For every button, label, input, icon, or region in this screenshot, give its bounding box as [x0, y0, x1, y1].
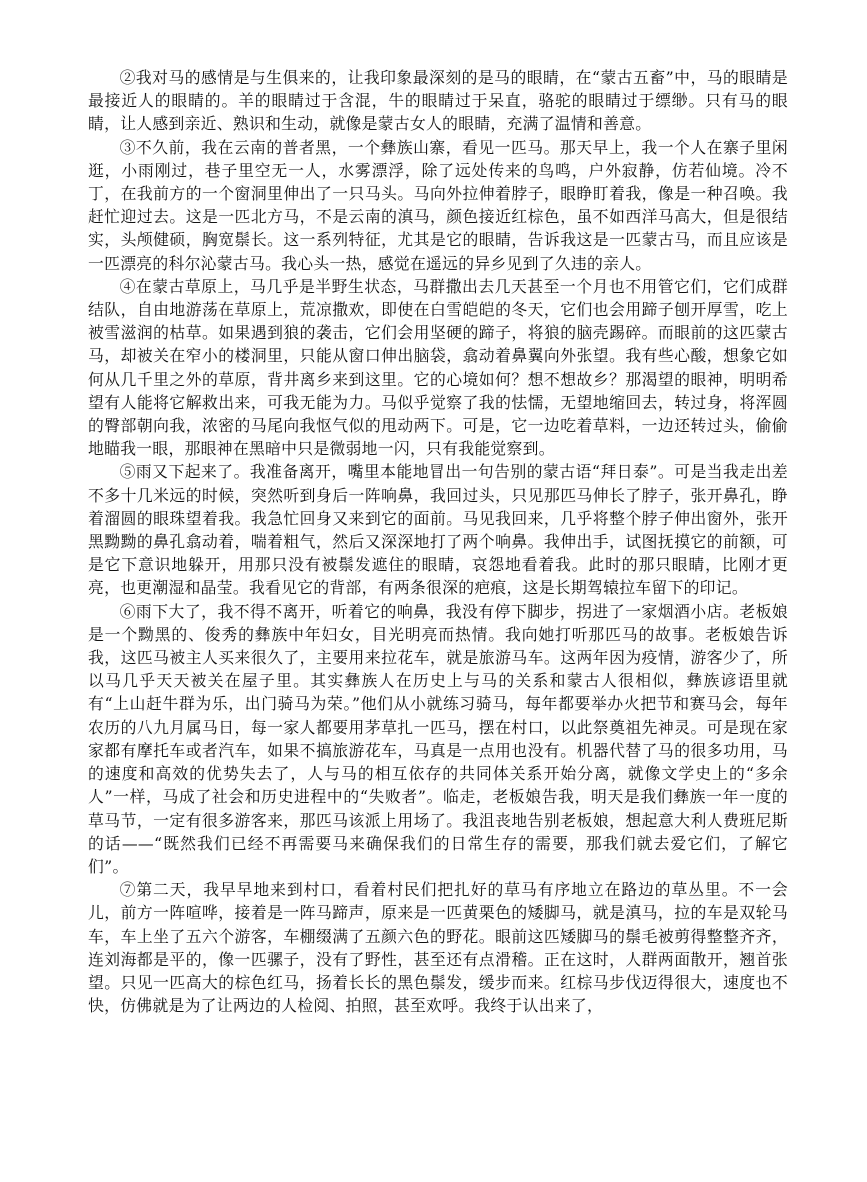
- paragraph-6: ⑥雨下大了，我不得不离开，听着它的响鼻，我没有停下脚步，拐进了一家烟酒小店。老板娘是一个黝黑的、俊秀的彝族中年妇女，目光明亮而热情。我向她打听那匹马的故事。老板娘告诉我，这匹马被主人买来很久了，主要用来拉花车，就是旅游马车。这两年因为疫情，游客少了，所以马几乎天天被关在屋子里。其实彝族人在历史上与马的关系和蒙古人很相似，彝族谚语里就有“上山赶牛群为乐，出门骑马为荣。”他们从小就练习骑马，每年都要举办火把节和赛马会，每年农历的八九月属马日，每一家人都要用茅草扎一匹马，摆在村口，以此祭奠祖先神灵。可是现在家家都有摩托车或者汽车，如果不搞旅游花车，马真是一点用也没有。机器代替了马的很多功用，马的速度和高效的优势失去了，人与马的相互依存的共同体关系开始分离，就像文学史上的“多余人”一样，马成了社会和历史进程中的“失败者”。临走，老板娘告我，明天是我们彝族一年一度的草马节，一定有很多游客来，那匹马该派上用场了。我沮丧地告别老板娘，想起意大利人费班尼斯的话——“既然我们已经不再需要马来确保我们的日常生存的需要，那我们就去爱它们，了解它们”。: [88, 601, 788, 876]
- paragraph-4: ④在蒙古草原上，马几乎是半野生状态，马群撒出去几天甚至一个月也不用管它们，它们成群结队，自由地游荡在草原上，荒凉撒欢，即使在白雪皑皑的冬天，它们也会用蹄子刨开厚雪，吃上被雪滋润的枯草。如果遇到狼的袭击，它们会用坚硬的蹄子，将狼的脑壳踢碎。而眼前的这匹蒙古马，却被关在窄小的楼洞里，只能从窗口伸出脑袋，翕动着鼻翼向外张望。我有些心酸，想象它如何从几千里之外的草原，背井离乡来到这里。它的心境如何？想不想故乡？那渴望的眼神，明明希望有人能将它解救出来，可我无能为力。马似乎觉察了我的怯懦，无望地缩回去，转过身，将浑圆的臀部朝向我，浓密的马尾向我怄气似的甩动两下。可是，它一边吃着草料，一边还转过头，偷偷地瞄我一眼，那眼神在黑暗中只是微弱地一闪，只有我能觉察到。: [88, 276, 788, 459]
- article-page: [88, 66, 788, 1017]
- paragraph-3: ③不久前，我在云南的普者黑，一个彝族山寨，看见一匹马。那天早上，我一个人在寨子里闲逛，小雨刚过，巷子里空无一人，水雾漂浮，除了远处传来的鸟鸣，户外寂静，仿若仙境。冷不丁，在我前方的一个窗洞里伸出了一只马头。马向外拉伸着脖子，眼睁盯着我，像是一种召唤。我赶忙迎过去。这是一匹北方马，不是云南的滇马，颜色接近红棕色，虽不如西洋马高大，但是很结实，头颅健硕，胸宽鬃长。这一系列特征，尤其是它的眼睛，告诉我这是一匹蒙古马，而且应该是一匹漂亮的科尔沁蒙古马。我心头一热，感觉在遥远的异乡见到了久违的亲人。: [88, 137, 788, 273]
- paragraph-7: ⑦第二天，我早早地来到村口，看着村民们把扎好的草马有序地立在路边的草丛里。不一会儿，前方一阵喧哗，接着是一阵马蹄声，原来是一匹黄栗色的矮脚马，就是滇马，拉的车是双轮马车，车上坐了五六个游客，车棚缀满了五颜六色的野花。眼前这匹矮脚马的鬃毛被剪得整整齐齐，连刘海都是平的，像一匹骡子，没有了野性，甚至还有点滑稽。正在这时，人群两面散开，翘首张望。只见一匹高大的棕色红马，扬着长长的黑色鬃发，缓步而来。红棕马步伐迈得很大，速度也不快，仿佛就是为了让两边的人检阅、拍照，甚至欢呼。我终于认出来了，: [88, 880, 788, 1016]
- paragraph-2: ②我对马的感情是与生俱来的，让我印象最深刻的是马的眼睛，在“蒙古五畜”中，马的眼睛是最接近人的眼睛的。羊的眼睛过于含混，牛的眼睛过于呆直，骆驼的眼睛过于缥缈。只有马的眼睛，让人感到亲近、熟识和生动，就像是蒙古女人的眼睛，充满了温情和善意。: [88, 68, 788, 134]
- paragraph-5: ⑤雨又下起来了。我准备离开，嘴里本能地冒出一句告别的蒙古语“拜日泰”。可是当我走出差不多十几米远的时候，突然听到身后一阵响鼻，我回过头，只见那匹马伸长了脖子，张开鼻孔，睁着溜圆的眼珠望着我。我急忙回身又来到它的面前。马见我回来，几乎将整个脖子伸出窗外，张开黑黝黝的鼻孔翕动着，喘着粗气，然后又深深地打了两个响鼻。我伸出手，试图抚摸它的前额，可是它下意识地躲开，用那只没有被鬃发遮住的眼睛，哀怨地看着我。此时的那只眼睛，比刚才更亮，也更潮湿和晶莹。我看见它的背部，有两条很深的疤痕，这是长期驾辕拉车留下的印记。: [88, 462, 788, 598]
